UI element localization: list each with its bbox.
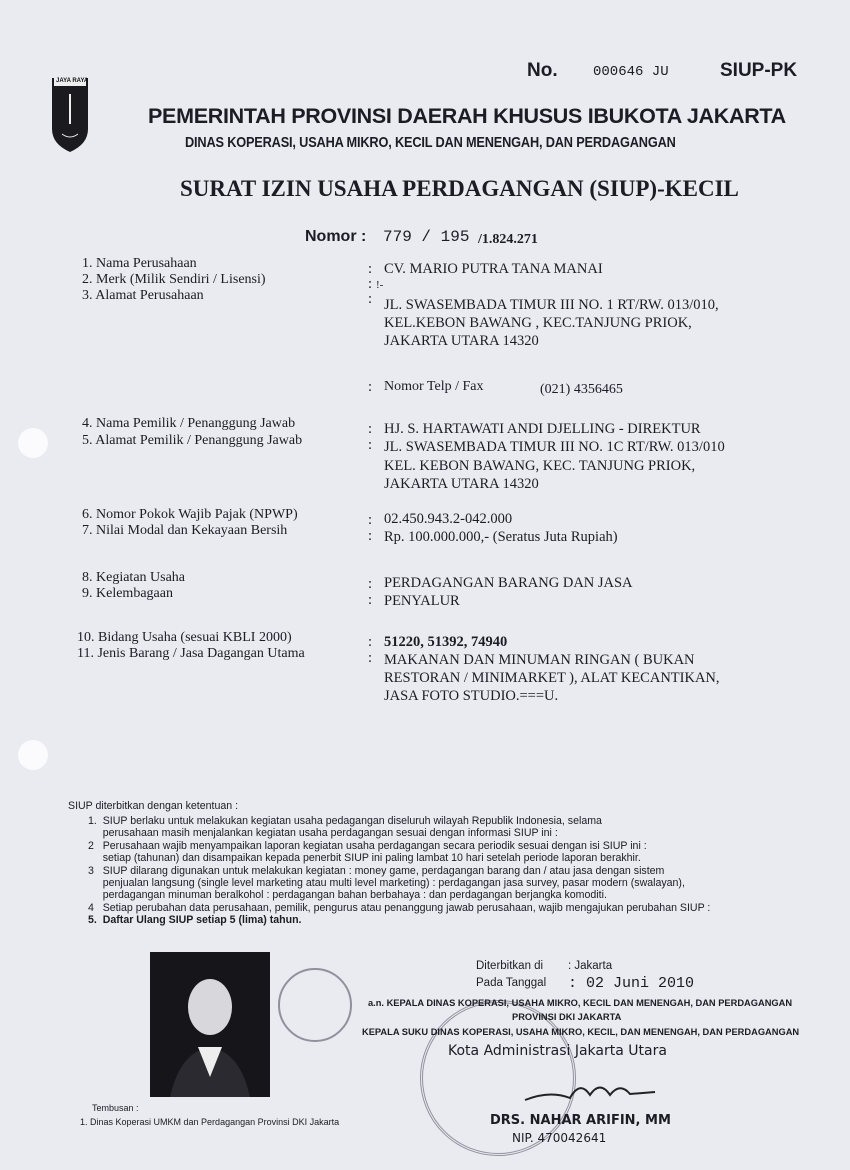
company-name: CV. MARIO PUTRA TANA MANAI [384,261,603,277]
government-heading: PEMERINTAH PROVINSI DAERAH KHUSUS IBUKOTA JAKARTA [148,104,786,128]
field-label: 10. Bidang Usaha (sesuai KBLI 2000) [77,630,292,645]
issue-date-label: Pada Tanggal [476,977,547,989]
capital: Rp. 100.000.000,- (Seratus Juta Rupiah) [384,529,618,545]
owner-name: HJ. S. HARTAWATI ANDI DJELLING - DIREKTUR [384,421,701,437]
goods-2: RESTORAN / MINIMARKET ), ALAT KECANTIKAN, [384,670,720,686]
field-label: 11. Jenis Barang / Jasa Dagangan Utama [77,646,305,661]
signatory-nip: NIP. 470042641 [512,1131,607,1145]
field-label: 7. Nilai Modal dan Kekayaan Bersih [82,523,288,538]
rule-line: 2 Perusahaan wajib menyampaikan laporan kegiatan usaha perdagangan secara periodik sesuai dengan isi SIUP ini : [88,839,647,852]
colons: : : [368,512,373,544]
field-label: 8. Kegiatan Usaha [82,570,186,585]
rule-line: setiap (tahunan) dan disampaikan kepada penerbit SIUP ini paling lambat 10 hari setelah periode laporan berakhir. [88,852,641,865]
issue-date-value: : 02 Juni 2010 [568,975,695,992]
owner-photo [150,952,270,1097]
signature [520,1070,660,1114]
jakarta-logo: JAYA RAYA [50,74,90,154]
field-label: 6. Nomor Pokok Wajib Pajak (NPWP) [82,507,298,522]
colons: : : [368,634,373,666]
official-stamp-small [278,968,352,1042]
owner-address-1: JL. SWASEMBADA TIMUR III NO. 1C RT/RW. 013/010 [384,439,725,455]
field-label: 5. Alamat Pemilik / Penanggung Jawab [82,433,303,448]
city-admin: Kota Administrasi Jakarta Utara [448,1043,667,1059]
document-title: SURAT IZIN USAHA PERDAGANGAN (SIUP)-KECIL [180,176,739,201]
field-label: 3. Alamat Perusahaan [82,288,204,303]
rule-line: perdagangan minuman beralkohol : perdagangan bahan berbahaya : dan perdagangan berjangka komoditi. [88,889,607,902]
business-activity: PERDAGANGAN BARANG DAN JASA [384,575,633,591]
rule-line: 1. SIUP berlaku untuk melakukan kegiatan usaha pedagangan diseluruh wilayah Republik Indonesia, selama [88,815,602,827]
department-heading: DINAS KOPERASI, USAHA MIKRO, KECIL DAN MENENGAH, DAN PERDAGANGAN [185,134,676,151]
field-label: 2. Merk (Milik Sendiri / Lisensi) [82,272,266,287]
institution: PENYALUR [384,593,460,609]
npwp: 02.450.943.2-042.000 [384,511,513,527]
goods-3: JASA FOTO STUDIO.===U. [384,688,559,704]
sub-department-head: KEPALA SUKU DINAS KOPERASI, USAHA MIKRO, KECIL, DAN MENENGAH, DAN PERDAGANGAN [362,1027,800,1037]
province: PROVINSI DKI JAKARTA [512,1012,622,1022]
form-code: SIUP-PK [720,60,798,81]
nomor-label: Nomor : [305,228,367,245]
phone-value: (021) 4356465 [540,382,623,397]
rules-intro: SIUP diterbitkan dengan ketentuan : [68,800,239,812]
rule-line-bold: 5. Daftar Ulang SIUP setiap 5 (lima) tahun. [88,914,302,927]
issued-at-label: Diterbitkan di [476,960,544,972]
owner-address-3: JAKARTA UTARA 14320 [384,476,539,492]
punch-hole [18,428,48,458]
colons: : : [368,421,373,453]
rule-line: penjualan langsung (single level marketing atau multi level marketing) : perdagangan jasa survey, pasar modern (swalayan), [88,876,685,889]
rules-list [88,815,710,927]
owner-address-2: KEL. KEBON BAWANG, KEC. TANJUNG PRIOK, [384,458,696,474]
field-label: 9. Kelembagaan [82,586,173,601]
nomor-suffix: /1.824.271 [478,232,538,247]
field-label: 1. Nama Perusahaan [82,256,197,271]
rule-line: 4 Setiap perubahan data perusahaan, pemilik, pengurus atau penanggung jawab perusahaan, wajib mengajukan perubahan SIUP : [88,901,711,914]
on-behalf-of: a.n. KEPALA DINAS KOPERASI, USAHA MIKRO, KECIL DAN MENENGAH, DAN PERDAGANGAN [368,998,793,1008]
cc-label: Tembusan : [92,1103,139,1113]
company-address-3: JAKARTA UTARA 14320 [384,333,539,349]
company-address-2: KEL.KEBON BAWANG , KEC.TANJUNG PRIOK, [384,315,692,331]
brand: !- [376,279,384,291]
business-field: 51220, 51392, 74940 [384,634,508,650]
phone-label: Nomor Telp / Fax [384,379,484,394]
signatory-name: DRS. NAHAR ARIFIN, MM [490,1113,671,1128]
rule-line: 3 SIUP dilarang digunakan untuk melakukan kegiatan : money game, perdagangan barang dan / atau jasa dengan sistem [88,864,665,877]
punch-hole [18,740,48,770]
phone-colon: : [368,379,373,395]
colons: : : [368,576,373,608]
nomor-value: 779 / 195 [383,228,470,246]
company-address-1: JL. SWASEMBADA TIMUR III NO. 1 RT/RW. 013/010, [384,297,719,313]
goods-1: MAKANAN DAN MINUMAN RINGAN ( BUKAN [384,652,695,668]
number-label: No. [527,60,558,81]
colons: : : : [368,261,373,307]
document-number: 000646 JU [593,64,669,80]
field-label: 4. Nama Pemilik / Penanggung Jawab [82,416,296,431]
issued-at-value: : Jakarta [568,960,613,972]
cc-item: 1. Dinas Koperasi UMKM dan Perdagangan Provinsi DKI Jakarta [80,1117,340,1127]
rule-line: perusahaan masih menjalankan kegiatan usaha perdagangan sesuai dengan informasi SIUP ini : [88,827,558,840]
